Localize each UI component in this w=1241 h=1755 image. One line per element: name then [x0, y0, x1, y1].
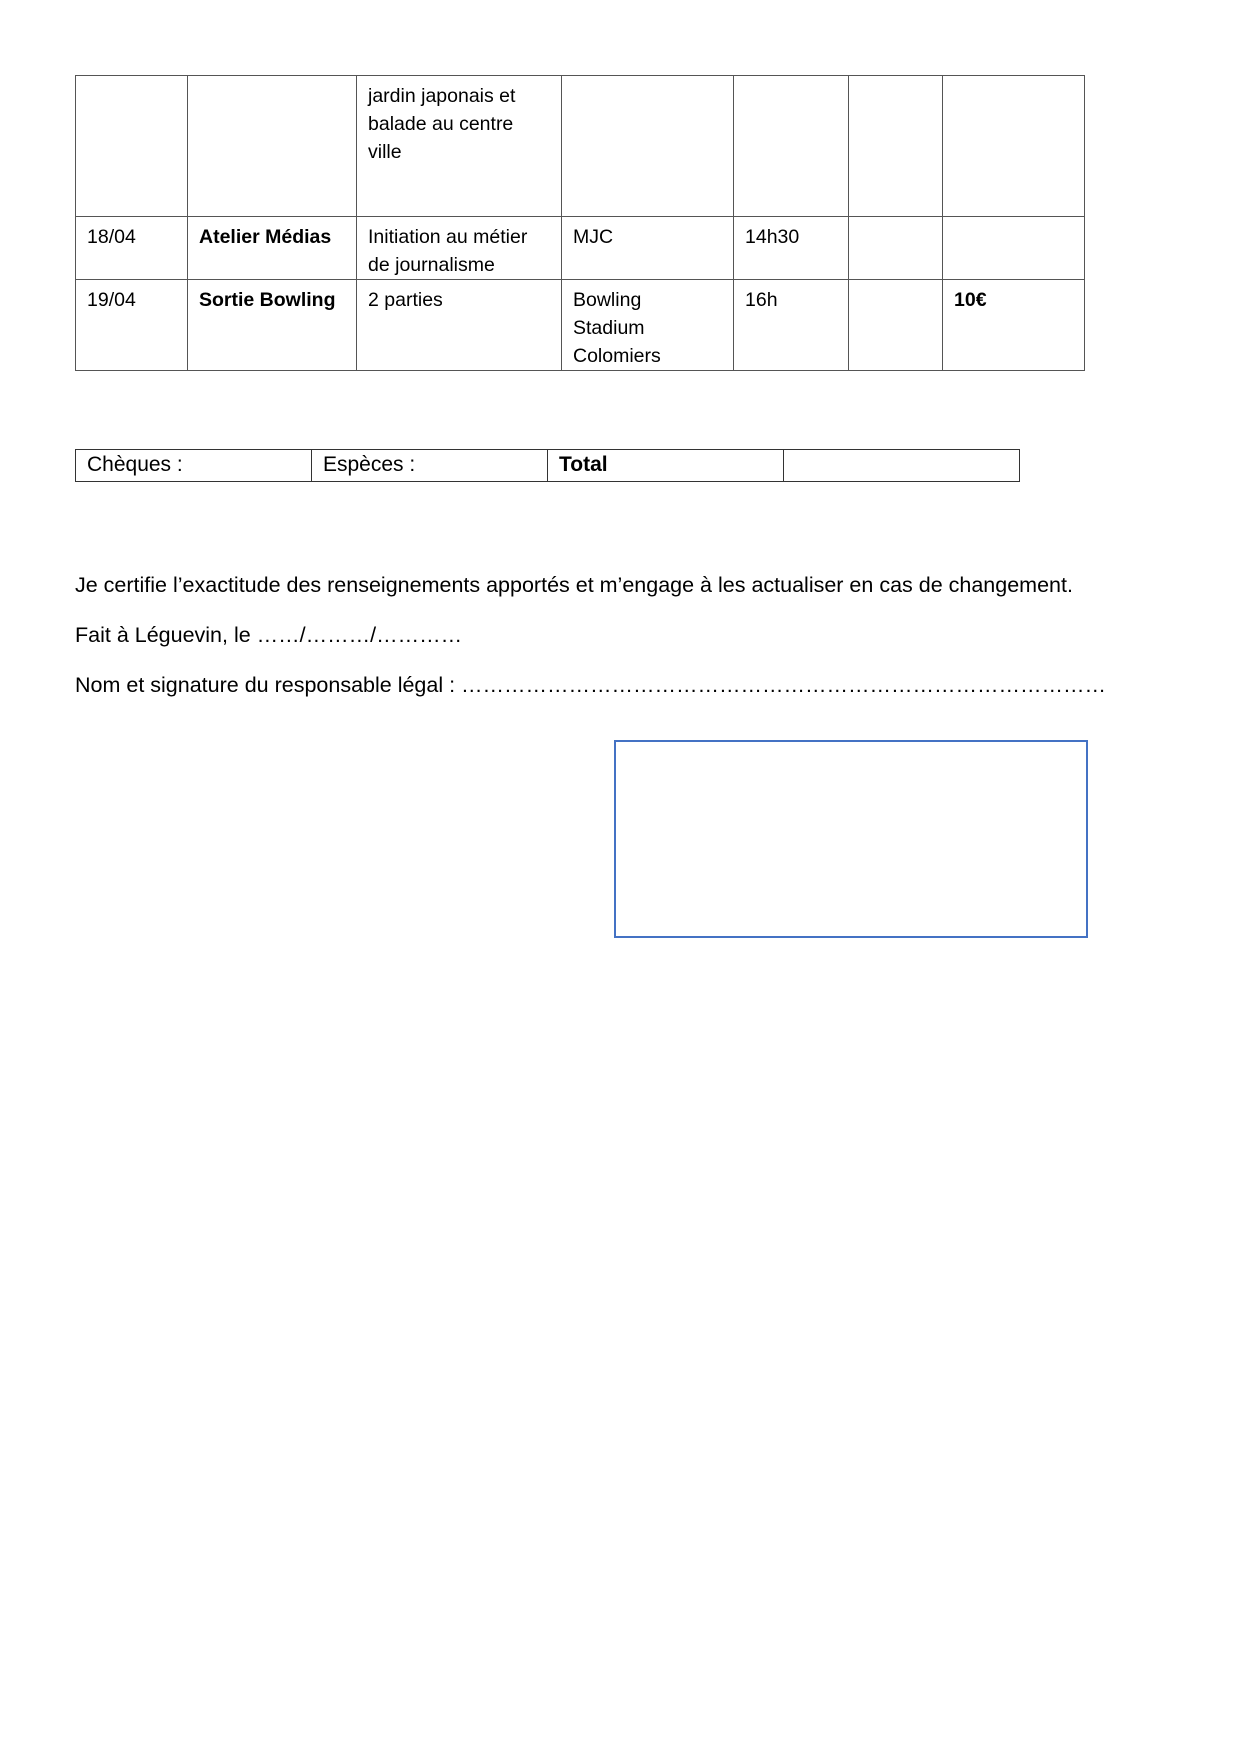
price-cell: 10€ [943, 280, 1085, 371]
time-cell [734, 76, 849, 217]
table-row [76, 450, 1020, 482]
table-row [76, 280, 1085, 371]
activity-cell: Atelier Médias [188, 217, 357, 280]
date-cell: 19/04 [76, 280, 188, 371]
cheques-field[interactable]: Chèques : [76, 450, 312, 482]
description-cell: Initiation au métier de journalisme [357, 217, 562, 280]
location-cell: MJC [562, 217, 734, 280]
description-cell: 2 parties [357, 280, 562, 371]
date-cell [76, 76, 188, 217]
empty-cell[interactable] [849, 217, 943, 280]
table-row [76, 76, 1085, 217]
activity-cell [188, 76, 357, 217]
activity-cell: Sortie Bowling [188, 280, 357, 371]
time-cell: 16h [734, 280, 849, 371]
empty-cell[interactable] [849, 280, 943, 371]
signature-box[interactable] [614, 740, 1088, 938]
payment-table [75, 449, 1020, 482]
activities-table [75, 75, 1085, 371]
price-cell [943, 76, 1085, 217]
place-date-line[interactable]: Fait à Léguevin, le ……/………/………… [75, 623, 463, 647]
table-row [76, 217, 1085, 280]
price-cell [943, 217, 1085, 280]
total-value-field[interactable] [784, 450, 1020, 482]
location-cell [562, 76, 734, 217]
description-cell: jardin japonais et balade au centre ville [357, 76, 562, 217]
signature-line[interactable]: Nom et signature du responsable légal : ……………………………………………………………………………… [75, 673, 1107, 697]
date-cell: 18/04 [76, 217, 188, 280]
especes-field[interactable]: Espèces : [312, 450, 548, 482]
total-label: Total [548, 450, 784, 482]
empty-cell[interactable] [849, 76, 943, 217]
certification-statement: Je certifie l’exactitude des renseignements apportés et m’engage à les actualiser en cas de changement. [75, 573, 1073, 597]
location-cell: Bowling Stadium Colomiers [562, 280, 734, 371]
time-cell: 14h30 [734, 217, 849, 280]
